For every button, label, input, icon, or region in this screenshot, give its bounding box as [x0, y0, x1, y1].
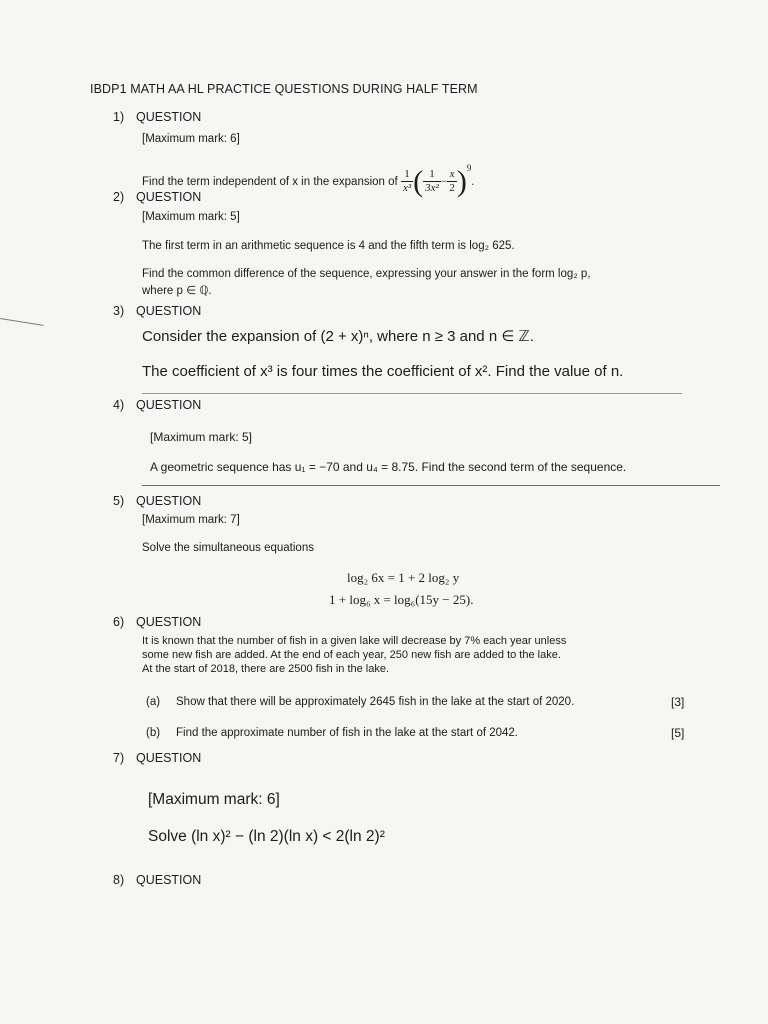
- question-6-line-3: At the start of 2018, there are 2500 fish in the lake.: [142, 663, 390, 675]
- question-1-fraction-1-over-3x2: $\frac{1}{\text{3x²}}$: [425, 168, 439, 195]
- question-4-max-mark: [Maximum mark: 5]: [150, 430, 253, 444]
- question-2-line-1: The first term in an arithmetic sequence is 4 and the fifth term is log₂ 625.: [142, 240, 515, 252]
- question-6-part-a-marks: [3]: [671, 695, 685, 709]
- question-6-part-a-label: (a): [146, 696, 161, 708]
- question-1-fraction-1-over-x3: $\frac{1}{\text{x³}}$: [402, 168, 412, 195]
- page-title: IBDP1 MATH AA HL PRACTICE QUESTIONS DURING HALF TERM: [90, 82, 478, 96]
- question-6-heading: 6) QUESTION: [113, 615, 202, 629]
- question-4-heading: 4) QUESTION: [113, 398, 202, 412]
- question-6-part-b-text: Find the approximate number of fish in the lake at the start of 2042.: [176, 727, 519, 739]
- question-3-line-2: The coefficient of x³ is four times the coefficient of x². Find the value of n.: [142, 363, 624, 380]
- question-7-text: Solve (ln x)² − (ln 2)(ln x) < 2(ln 2)²: [148, 828, 385, 845]
- question-6-part-b-marks: [5]: [671, 726, 685, 740]
- question-5-equation-1: log₂ 6x = 1 + 2 log₂ y: [347, 570, 460, 585]
- question-3-line-1: Consider the expansion of (2 + x)ⁿ, where n ≥ 3 and n ∈ ℤ.: [142, 328, 534, 345]
- question-8-heading: 8) QUESTION: [113, 873, 202, 887]
- question-1-text: Find the term independent of x in the expansion of $\frac{1}{\text{x³}}$ ( $\frac{1}{\text{3x²}}$ − $\frac{x}{2}$ )$^9$.: [142, 163, 475, 198]
- question-2-line-3: where p ∈ ℚ.: [142, 285, 212, 297]
- question-1-max-mark: [Maximum mark: 6]: [142, 133, 240, 145]
- question-7-heading: 7) QUESTION: [113, 751, 202, 765]
- question-7-max-mark: [Maximum mark: 6]: [148, 791, 280, 808]
- stray-pen-mark: [0, 318, 44, 326]
- divider-line: [142, 393, 682, 394]
- question-2-heading: 2) QUESTION: [113, 190, 202, 204]
- question-2-max-mark: [Maximum mark: 5]: [142, 211, 240, 223]
- question-6-part-b-label: (b): [146, 727, 161, 739]
- question-1-heading: 1) QUESTION: [113, 110, 202, 124]
- question-6-part-a-text: Show that there will be approximately 2645 fish in the lake at the start of 2020.: [176, 696, 575, 708]
- question-5-max-mark: [Maximum mark: 7]: [142, 514, 240, 526]
- question-4-text: A geometric sequence has u₁ = −70 and u₄ = 8.75. Find the second term of the sequence.: [150, 460, 627, 474]
- question-5-equation-2: 1 + log₆ x = log₆(15y − 25).: [329, 592, 474, 607]
- question-5-heading: 5) QUESTION: [113, 494, 202, 508]
- question-2-line-2: Find the common difference of the sequence, expressing your answer in the form log₂ p,: [142, 268, 591, 280]
- question-6-line-2: some new fish are added. At the end of each year, 250 new fish are added to the lake.: [142, 649, 561, 661]
- question-6-line-1: It is known that the number of fish in a given lake will decrease by 7% each year unless: [142, 635, 567, 647]
- question-3-heading: 3) QUESTION: [113, 304, 202, 318]
- question-5-text: Solve the simultaneous equations: [142, 542, 314, 554]
- question-1-fraction-x-over-2: $\frac{x}{2}$: [449, 168, 455, 195]
- divider-line: [142, 485, 720, 486]
